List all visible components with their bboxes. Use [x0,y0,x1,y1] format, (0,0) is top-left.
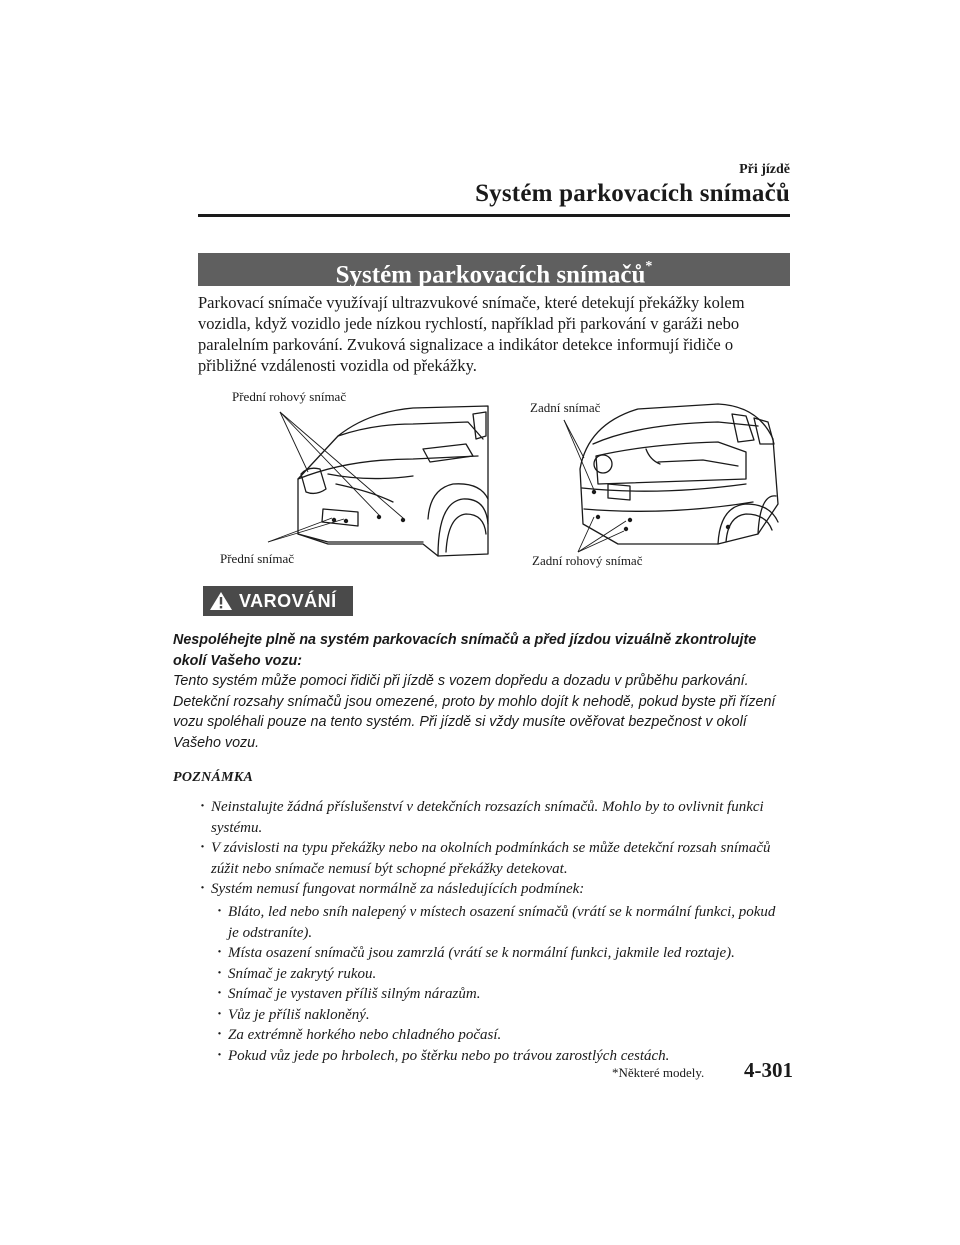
rear-car-illustration [580,404,778,544]
note-item: · Neinstalujte žádná příslušenství v detekčních rozsazích snímačů. Mohlo by to ovlivnit funkci systému. [211,797,781,838]
condition-item: · Vůz je příliš nakloněný. [228,1005,780,1026]
footnote: *Některé modely. [612,1065,705,1080]
rear-corner-sensor-dot [628,518,632,522]
front-sensor-dot [344,519,348,523]
running-header-section: Při jízdě [739,162,790,177]
condition-list [228,902,780,1066]
rear-corner-sensor-dot [624,527,628,531]
warning-badge-label: VAROVÁNÍ [239,591,337,611]
condition-item: · Snímač je vystaven příliš silným nárazům. [228,984,780,1005]
warning-text [173,630,783,753]
front-car-illustration [298,406,488,556]
warning-lead: Nespoléhejte plně na systém parkovacích snímačů a před jízdou vizuálně zkontrolujte okolí Vašeho vozu: [173,632,757,669]
condition-item: · Snímač je zakrytý rukou. [228,964,780,985]
sensor-location-figure [198,384,790,579]
rear-corner-sensor-dot [596,515,600,519]
warning-badge [203,586,353,616]
rear-sensor-dot [592,490,596,494]
note-item: · Systém nemusí fungovat normálně za následujících podmínek: [211,879,781,900]
condition-item: · Místa osazení snímačů jsou zamrzlá (vrátí se k normální funkci, jakmile led roztaje). [228,943,780,964]
condition-item: · Za extrémně horkého nebo chladného počasí. [228,1025,780,1046]
note-heading: POZNÁMKA [173,770,254,785]
page-number: 4-301 [744,1058,793,1082]
warning-triangle-icon [209,591,233,611]
warning-body: Tento systém může pomoci řidiči při jízdě s vozem dopředu a dozadu v průběhu parkování. Detekční rozsahy snímačů jsou omezené, proto by mohlo dojít k nehodě, pokud byste při řízení vozu spoléhali pouze na tento systém. Při jízdě si vždy musíte ověřovat bezpečnost v okolí Vašeho vozu. [173,673,776,751]
section-title-banner [198,253,790,289]
note-item: · V závislosti na typu překážky nebo na okolních podmínkách se může detekční rozsah snímačů zúžit nebo snímače nemusí být schopné překážky detekovat. [211,838,781,879]
condition-item: · Pokud vůz jede po hrbolech, po štěrku nebo po trávou zarostlých cestách. [228,1046,780,1067]
front-corner-sensor-dot [377,515,381,519]
section-title: Systém parkovacích snímačů [335,261,646,289]
label-rear-sensor: Zadní snímač [530,400,601,415]
label-front-sensor: Přední snímač [220,551,295,566]
label-rear-corner-sensor: Zadní rohový snímač [532,553,643,568]
note-list [211,797,781,900]
rear-corner-sensor-dot [726,525,730,529]
condition-item: · Bláto, led nebo sníh nalepený v místech osazení snímačů (vrátí se k normální funkci, pokud je odstraníte). [228,902,780,943]
running-header-title: Systém parkovacích snímačů [475,180,790,207]
intro-paragraph: Parkovací snímače využívají ultrazvukové snímače, které detekují překážky kolem vozidla, když vozidlo jede nízkou rychlostí, například při parkování v garáži nebo paralelním parkování. Zvuková signalizace a indikátor detekce informují řidiče o přibližné vzdálenosti vozidla od překážky. [198,293,745,375]
front-corner-sensor-dot [401,518,405,522]
optional-feature-mark: * [645,259,653,274]
label-front-corner-sensor: Přední rohový snímač [232,389,347,404]
header-rule [198,214,790,217]
